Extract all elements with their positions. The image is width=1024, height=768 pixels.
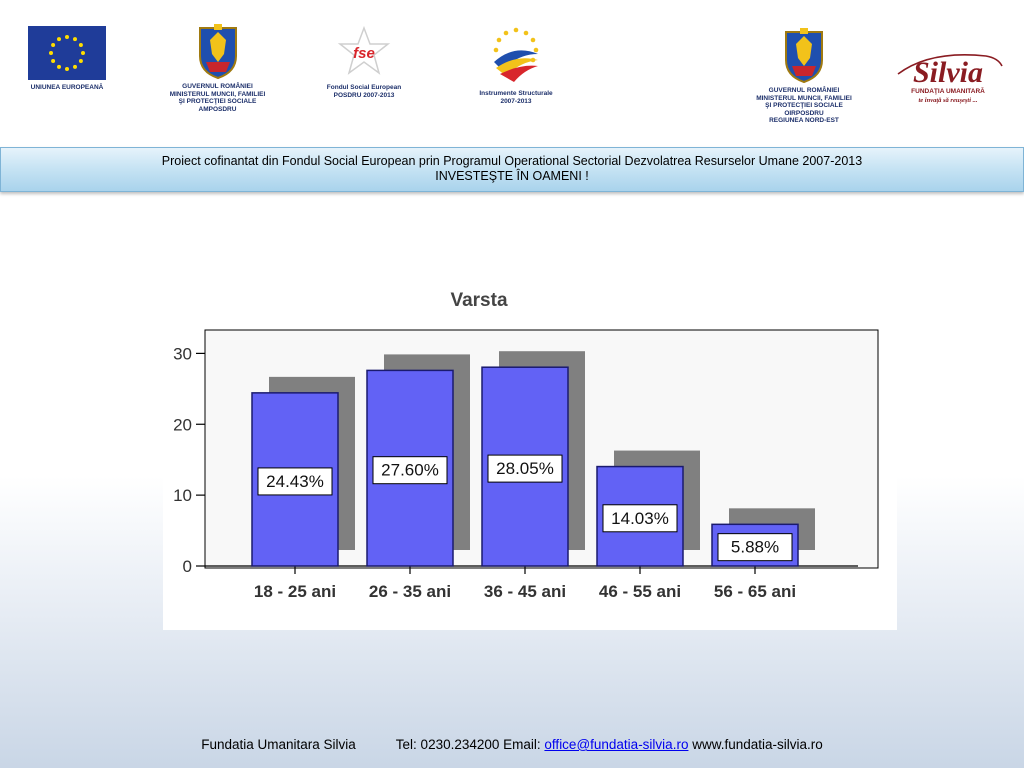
data-label: 14.03%	[611, 508, 669, 528]
romanian-coat-of-arms-icon	[782, 26, 826, 84]
eu-flag-icon	[28, 26, 106, 80]
eu-star-icon	[65, 35, 69, 39]
government-logo-caption: GUVERNUL ROMÂNIEI MINISTERUL MUNCII, FAMILIEI ŞI PROTECŢIEI SOCIALE OIRPOSDRU REGIUNEA NORD-EST	[756, 87, 852, 124]
x-tick-label: 46 - 55 ani	[598, 582, 682, 601]
y-tick-label: 30	[173, 344, 192, 364]
chart-title: Varsta	[450, 290, 508, 311]
instrumente-structurale-caption: Instrumente Structurale 2007-2013	[479, 90, 553, 105]
government-logo-oirposdru	[745, 26, 863, 125]
eu-star-icon	[51, 59, 55, 63]
romanian-coat-of-arms-icon	[196, 22, 240, 80]
eu-star-icon	[57, 37, 61, 41]
data-label: 24.43%	[266, 471, 324, 491]
y-tick-label: 10	[173, 486, 192, 506]
y-tick-label: 20	[173, 415, 192, 435]
fse-mark: fse	[353, 45, 375, 62]
eu-star-icon	[73, 65, 77, 69]
y-tick-label: 0	[182, 557, 192, 576]
x-axis	[205, 566, 858, 601]
eu-star-icon	[79, 59, 83, 63]
government-logo-ampos	[160, 22, 275, 113]
eu-logo	[22, 26, 112, 92]
footer-website: www.fundatia-silvia.ro	[692, 737, 823, 752]
fse-logo-caption: Fondul Social European POSDRU 2007-2013	[326, 84, 402, 99]
chart-svg	[163, 280, 897, 630]
footer-org: Fundatia Umanitara Silvia	[201, 737, 356, 752]
eu-star-icon	[65, 67, 69, 71]
footer	[0, 737, 1024, 752]
eu-star-icon	[49, 51, 53, 55]
x-tick-label: 56 - 65 ani	[713, 582, 797, 601]
fundatia-silvia-logo	[890, 44, 1008, 108]
eu-star-icon	[73, 37, 77, 41]
eu-star-icon	[79, 43, 83, 47]
eu-star-icon	[57, 65, 61, 69]
age-chart	[163, 280, 897, 630]
eu-star-icon	[81, 51, 85, 55]
instrumente-structurale-icon	[486, 24, 546, 86]
silvia-logo-sub: FUNDAŢIA UMANITARĂ	[911, 88, 985, 95]
silvia-logo-name: Silvia	[912, 56, 984, 89]
x-tick-label: 36 - 45 ani	[483, 582, 567, 601]
y-axis	[173, 335, 205, 576]
silvia-logo-tagline: te învaţă să reuşeşti ...	[918, 97, 978, 104]
silvia-signature-icon	[890, 44, 1008, 108]
instrumente-structurale-logo	[470, 24, 562, 105]
data-label: 27.60%	[381, 460, 439, 480]
project-banner	[0, 147, 1024, 192]
logo-header	[0, 0, 1024, 145]
eu-logo-caption: UNIUNEA EUROPEANĂ	[30, 84, 104, 91]
fse-star-icon	[336, 26, 392, 78]
eu-star-icon	[51, 43, 55, 47]
fse-logo	[318, 26, 410, 99]
banner-text-line2: INVESTEŞTE ÎN OAMENI !	[435, 169, 589, 183]
x-tick-label: 26 - 35 ani	[368, 582, 452, 601]
government-logo-caption: GUVERNUL ROMÂNIEI MINISTERUL MUNCII, FAMILIEI ŞI PROTECŢIEI SOCIALE AMPOSDRU	[169, 83, 266, 113]
data-label: 28.05%	[496, 459, 554, 479]
banner-text-line1: Proiect cofinantat din Fondul Social European prin Programul Operational Sectorial Dezvolatrea Resurselor Umane 2007-2013	[161, 154, 863, 168]
x-tick-label: 18 - 25 ani	[253, 582, 337, 601]
data-label: 5.88%	[730, 537, 780, 557]
footer-contact: Tel: 0230.234200 Email:	[395, 737, 541, 752]
footer-email-link[interactable]: office@fundatia-silvia.ro	[544, 737, 689, 752]
